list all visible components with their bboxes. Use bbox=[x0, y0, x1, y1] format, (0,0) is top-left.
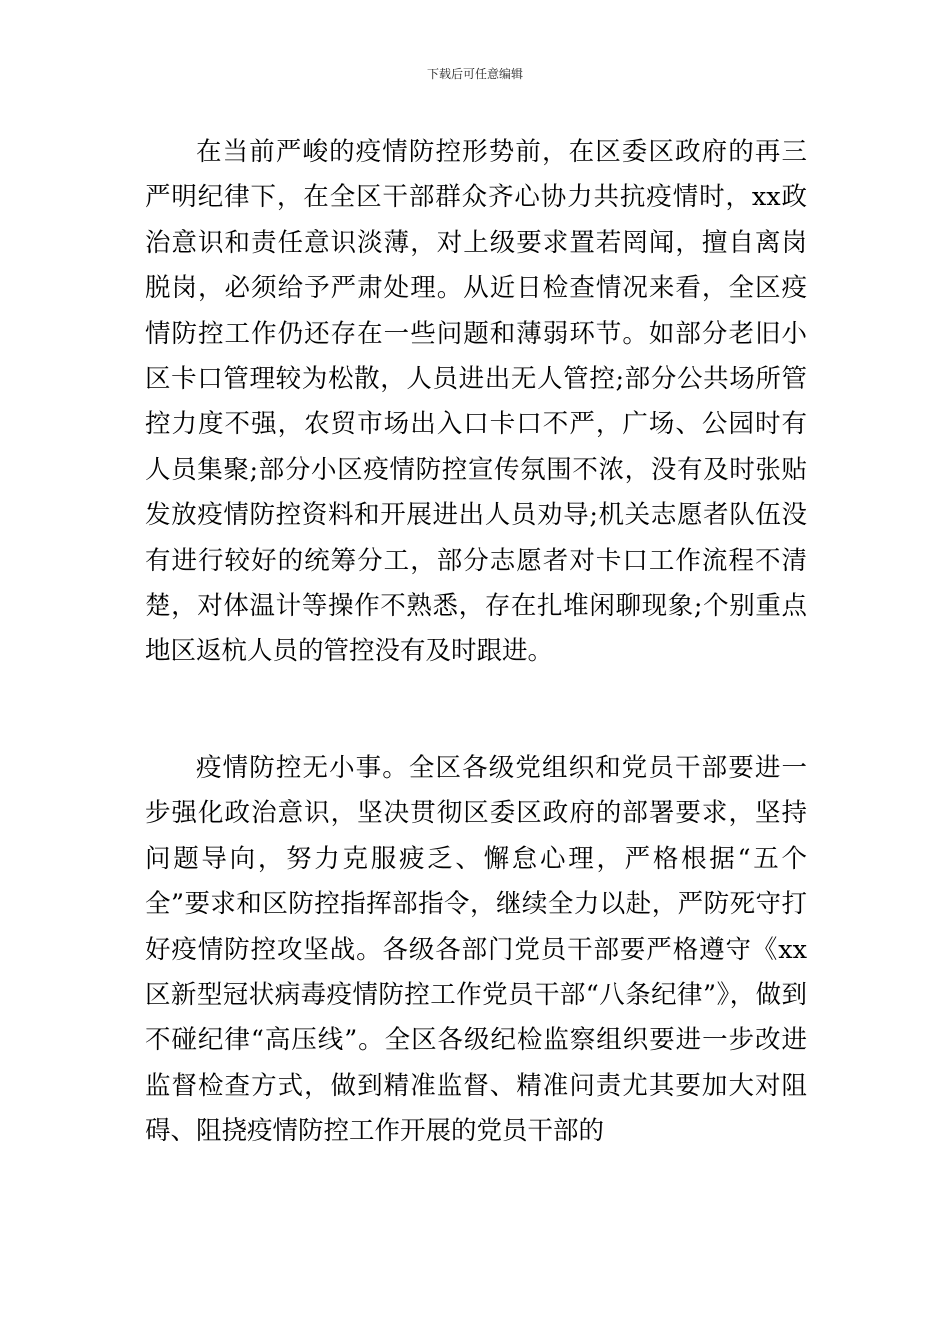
paragraph-2: 疫情防控无小事。全区各级党组织和党员干部要进一步强化政治意识，坚决贯彻区委区政府的部署要求，坚持问题导向，努力克服疲乏、懈怠心理，严格根据“五个全”要求和区防控指挥部指令，继续全力以赴，严防死守打好疫情防控攻坚战。各级各部门党员干部要严格遵守《xx区新型冠状病毒疫情防控工作党员干部“八条纪律”》，做到不碰纪律“高压线”。全区各级纪检监察组织要进一步改进监督检查方式，做到精准监督、精准问责尤其要加大对阻碍、阻挠疫情防控工作开展的党员干部的 bbox=[145, 753, 807, 1147]
paragraph-1: 在当前严峻的疫情防控形势前，在区委区政府的再三严明纪律下，在全区干部群众齐心协力共抗疫情时，xx政治意识和责任意识淡薄，对上级要求置若罔闻，擅自离岗脱岗，必须给予严肃处理。从近日检查情况来看，全区疫情防控工作仍还存在一些问题和薄弱环节。如部分老旧小区卡口管理较为松散，人员进出无人管控;部分公共场所管控力度不强，农贸市场出入口卡口不严，广场、公园时有人员集聚;部分小区疫情防控宣传氛围不浓，没有及时张贴发放疫情防控资料和开展进出人员劝导;机关志愿者队伍没有进行较好的统筹分工，部分志愿者对卡口工作流程不清楚，对体温计等操作不熟悉，存在扎堆闲聊现象;个别重点地区返杭人员的管控没有及时跟进。 bbox=[145, 137, 807, 667]
page-header-note: 下载后可任意编辑 bbox=[426, 67, 523, 81]
document-body-paragraph-1-container bbox=[145, 130, 807, 675]
document-body-paragraph-2-container bbox=[145, 746, 807, 1155]
